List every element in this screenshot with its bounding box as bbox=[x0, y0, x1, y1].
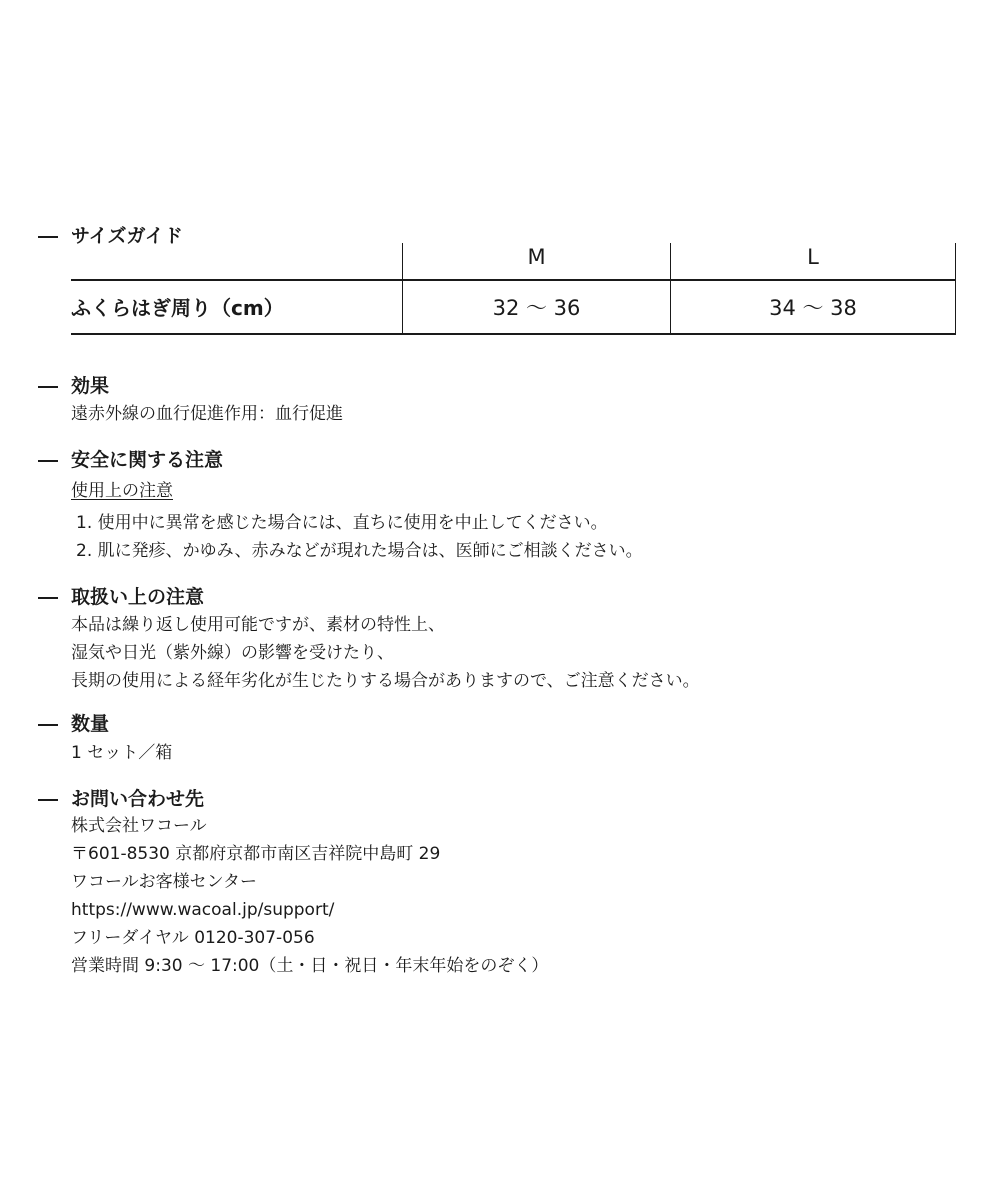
table-bottom-border bbox=[71, 333, 956, 335]
contact-line: ワコールお客様センター bbox=[71, 872, 257, 892]
row-label-calf: ふくらはぎ周り（cm） bbox=[71, 296, 284, 320]
quantity-line: 1 セット／箱 bbox=[71, 743, 173, 763]
section-dash bbox=[38, 460, 58, 462]
effect-line: 遠赤外線の血行促進作用：血行促進 bbox=[71, 404, 343, 424]
size-guide-heading: サイズガイド bbox=[71, 225, 183, 247]
contact-line: フリーダイヤル 0120-307-056 bbox=[71, 928, 315, 948]
column-header-l: L bbox=[807, 245, 819, 269]
contact-heading: お問い合わせ先 bbox=[71, 788, 205, 810]
section-dash bbox=[38, 597, 58, 599]
quantity-heading: 数量 bbox=[71, 713, 110, 735]
handling-line: 湿気や日光（紫外線）の影響を受けたり、 bbox=[71, 643, 394, 663]
contact-line: 〒601-8530 京都府京都市南区吉祥院中島町 29 bbox=[71, 844, 441, 864]
section-dash bbox=[38, 236, 58, 238]
handling-heading: 取扱い上の注意 bbox=[71, 586, 205, 608]
section-dash bbox=[38, 799, 58, 801]
table-column-border bbox=[955, 243, 956, 335]
contact-line: 営業時間 9:30 〜 17:00（土・日・祝日・年末年始をのぞく） bbox=[71, 956, 549, 976]
section-dash bbox=[38, 724, 58, 726]
column-header-m: M bbox=[527, 245, 546, 269]
value-l: 34 〜 38 bbox=[769, 296, 857, 320]
safety-item: 2. 肌に発疹、かゆみ、赤みなどが現れた場合は、医師にご相談ください。 bbox=[76, 541, 643, 561]
handling-line: 長期の使用による経年劣化が生じたりする場合がありますので、ご注意ください。 bbox=[71, 671, 700, 691]
safety-heading: 安全に関する注意 bbox=[71, 449, 224, 471]
safety-item: 1. 使用中に異常を感じた場合には、直ちに使用を中止してください。 bbox=[76, 513, 608, 533]
effect-heading: 効果 bbox=[71, 375, 110, 397]
safety-subheading: 使用上の注意 bbox=[71, 481, 173, 501]
handling-line: 本品は繰り返し使用可能ですが、素材の特性上、 bbox=[71, 615, 445, 635]
table-divider bbox=[71, 279, 956, 281]
section-dash bbox=[38, 386, 58, 388]
contact-line: 株式会社ワコール bbox=[71, 816, 207, 836]
value-m: 32 〜 36 bbox=[492, 296, 581, 320]
contact-url: https://www.wacoal.jp/support/ bbox=[71, 900, 335, 920]
